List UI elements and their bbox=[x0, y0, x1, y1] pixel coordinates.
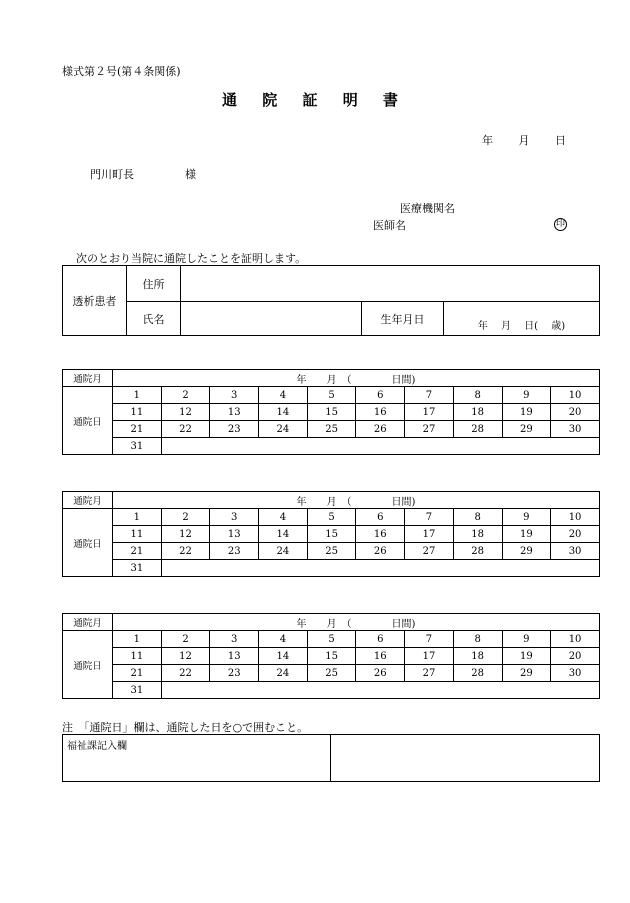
day-cell[interactable]: 7 bbox=[405, 387, 454, 404]
birth-label: 生年月日 bbox=[362, 302, 444, 336]
day-cell[interactable]: 2 bbox=[161, 509, 210, 526]
day-cell[interactable]: 20 bbox=[551, 526, 600, 543]
day-cell[interactable]: 28 bbox=[453, 543, 502, 560]
day-cell[interactable]: 30 bbox=[551, 543, 600, 560]
day-label: 通院日 bbox=[63, 509, 113, 577]
empty-cell bbox=[161, 438, 599, 455]
addressee: 門川町長 bbox=[90, 168, 134, 181]
day-cell[interactable]: 14 bbox=[259, 526, 308, 543]
day-cell[interactable]: 8 bbox=[453, 631, 502, 648]
day-label: 通院日 bbox=[63, 631, 113, 699]
day-cell[interactable]: 17 bbox=[405, 404, 454, 421]
day-cell[interactable]: 1 bbox=[113, 631, 162, 648]
day-cell[interactable]: 17 bbox=[405, 648, 454, 665]
day-label: 通院日 bbox=[63, 387, 113, 455]
birth-field[interactable]: 年 月 日( 歳) bbox=[444, 302, 600, 336]
day-cell[interactable]: 6 bbox=[356, 631, 405, 648]
name-label: 氏名 bbox=[127, 302, 181, 336]
attendance-month-table bbox=[62, 613, 600, 699]
day-cell[interactable]: 26 bbox=[356, 665, 405, 682]
day-cell[interactable]: 7 bbox=[405, 509, 454, 526]
day-cell[interactable]: 11 bbox=[113, 526, 162, 543]
day-cell[interactable]: 26 bbox=[356, 543, 405, 560]
empty-cell bbox=[161, 560, 599, 577]
day-cell[interactable]: 10 bbox=[551, 509, 600, 526]
day-cell[interactable]: 30 bbox=[551, 421, 600, 438]
day-cell[interactable]: 29 bbox=[502, 421, 551, 438]
attendance-month-table bbox=[62, 369, 600, 455]
page-title: 通 院 証 明 書 bbox=[222, 91, 408, 109]
day-cell[interactable]: 9 bbox=[502, 387, 551, 404]
day-cell[interactable]: 30 bbox=[551, 665, 600, 682]
day-cell[interactable]: 2 bbox=[161, 387, 210, 404]
day-cell[interactable]: 18 bbox=[453, 404, 502, 421]
day-cell[interactable]: 24 bbox=[259, 543, 308, 560]
day-cell[interactable]: 19 bbox=[502, 526, 551, 543]
day-cell[interactable]: 23 bbox=[210, 543, 259, 560]
address-field[interactable] bbox=[181, 266, 600, 302]
month-label: 通院月 bbox=[63, 370, 113, 387]
day-cell[interactable]: 21 bbox=[113, 543, 162, 560]
day-cell[interactable]: 1 bbox=[113, 509, 162, 526]
day-cell[interactable]: 4 bbox=[259, 387, 308, 404]
day-cell[interactable]: 19 bbox=[502, 404, 551, 421]
issue-date: 年 月 日 bbox=[482, 134, 566, 147]
attendance-month-table bbox=[62, 491, 600, 577]
day-cell[interactable]: 13 bbox=[210, 648, 259, 665]
day-cell[interactable]: 22 bbox=[161, 543, 210, 560]
month-value-field[interactable]: 年 月 （ 日間) bbox=[113, 492, 600, 509]
day-cell[interactable]: 9 bbox=[502, 631, 551, 648]
day-cell[interactable]: 27 bbox=[405, 543, 454, 560]
day-cell[interactable]: 27 bbox=[405, 665, 454, 682]
day-cell[interactable]: 3 bbox=[210, 387, 259, 404]
day-cell[interactable]: 15 bbox=[307, 526, 356, 543]
day-cell[interactable]: 21 bbox=[113, 665, 162, 682]
month-label: 通院月 bbox=[63, 492, 113, 509]
day-cell[interactable]: 16 bbox=[356, 648, 405, 665]
day-cell[interactable]: 6 bbox=[356, 509, 405, 526]
day-cell[interactable]: 29 bbox=[502, 665, 551, 682]
month-label: 通院月 bbox=[63, 614, 113, 631]
addressee-honorific: 様 bbox=[185, 168, 196, 181]
day-cell[interactable]: 1 bbox=[113, 387, 162, 404]
day-cell[interactable]: 11 bbox=[113, 648, 162, 665]
day-cell[interactable]: 16 bbox=[356, 404, 405, 421]
office-field[interactable] bbox=[331, 735, 600, 782]
patient-table bbox=[62, 265, 600, 336]
day-cell[interactable]: 25 bbox=[307, 665, 356, 682]
month-value-field[interactable]: 年 月 （ 日間) bbox=[113, 370, 600, 387]
day-cell[interactable]: 25 bbox=[307, 543, 356, 560]
doctor-label: 医師名 bbox=[373, 219, 406, 232]
day-cell[interactable]: 5 bbox=[307, 631, 356, 648]
name-field[interactable] bbox=[181, 302, 362, 336]
day-cell[interactable]: 23 bbox=[210, 421, 259, 438]
day-cell[interactable]: 2 bbox=[161, 631, 210, 648]
day-cell[interactable]: 10 bbox=[551, 631, 600, 648]
day-cell[interactable]: 15 bbox=[307, 404, 356, 421]
office-table bbox=[62, 734, 600, 782]
day-cell[interactable]: 14 bbox=[259, 648, 308, 665]
day-cell[interactable]: 23 bbox=[210, 665, 259, 682]
empty-cell bbox=[161, 682, 599, 699]
day-cell[interactable]: 4 bbox=[259, 509, 308, 526]
day-cell[interactable]: 28 bbox=[453, 665, 502, 682]
day-cell[interactable]: 27 bbox=[405, 421, 454, 438]
seal-icon: 印 bbox=[555, 219, 565, 229]
day-cell[interactable]: 28 bbox=[453, 421, 502, 438]
day-cell[interactable]: 31 bbox=[113, 682, 162, 699]
day-cell[interactable]: 13 bbox=[210, 404, 259, 421]
day-cell[interactable]: 18 bbox=[453, 526, 502, 543]
month-value-field[interactable]: 年 月 （ 日間) bbox=[113, 614, 600, 631]
day-cell[interactable]: 5 bbox=[307, 387, 356, 404]
footnote: 注 「通院日」欄は、通院した日を○で囲むこと。 bbox=[62, 721, 309, 734]
day-cell[interactable]: 20 bbox=[551, 404, 600, 421]
day-cell[interactable]: 26 bbox=[356, 421, 405, 438]
intro-text: 次のとおり当院に通院したことを証明します。 bbox=[76, 252, 307, 265]
day-cell[interactable]: 8 bbox=[453, 387, 502, 404]
day-cell[interactable]: 20 bbox=[551, 648, 600, 665]
address-label: 住所 bbox=[127, 266, 181, 302]
day-cell[interactable]: 22 bbox=[161, 421, 210, 438]
day-cell[interactable]: 25 bbox=[307, 421, 356, 438]
day-cell[interactable]: 13 bbox=[210, 526, 259, 543]
day-cell[interactable]: 14 bbox=[259, 404, 308, 421]
day-cell[interactable]: 9 bbox=[502, 509, 551, 526]
day-cell[interactable]: 6 bbox=[356, 387, 405, 404]
day-cell[interactable]: 21 bbox=[113, 421, 162, 438]
day-cell[interactable]: 29 bbox=[502, 543, 551, 560]
day-cell[interactable]: 12 bbox=[161, 648, 210, 665]
facility-label: 医療機関名 bbox=[400, 202, 455, 215]
day-cell[interactable]: 8 bbox=[453, 509, 502, 526]
day-cell[interactable]: 3 bbox=[210, 509, 259, 526]
day-cell[interactable]: 16 bbox=[356, 526, 405, 543]
day-cell[interactable]: 12 bbox=[161, 404, 210, 421]
day-cell[interactable]: 12 bbox=[161, 526, 210, 543]
day-cell[interactable]: 22 bbox=[161, 665, 210, 682]
day-cell[interactable]: 31 bbox=[113, 560, 162, 577]
day-cell[interactable]: 5 bbox=[307, 509, 356, 526]
day-cell[interactable]: 10 bbox=[551, 387, 600, 404]
day-cell[interactable]: 15 bbox=[307, 648, 356, 665]
day-cell[interactable]: 31 bbox=[113, 438, 162, 455]
patient-group-label: 透析患者 bbox=[63, 266, 127, 336]
day-cell[interactable]: 18 bbox=[453, 648, 502, 665]
day-cell[interactable]: 24 bbox=[259, 421, 308, 438]
day-cell[interactable]: 17 bbox=[405, 526, 454, 543]
form-number: 様式第２号(第４条関係) bbox=[62, 65, 181, 78]
day-cell[interactable]: 3 bbox=[210, 631, 259, 648]
day-cell[interactable]: 11 bbox=[113, 404, 162, 421]
day-cell[interactable]: 19 bbox=[502, 648, 551, 665]
day-cell[interactable]: 24 bbox=[259, 665, 308, 682]
office-label: 福祉課記入欄 bbox=[63, 735, 331, 782]
day-cell[interactable]: 7 bbox=[405, 631, 454, 648]
day-cell[interactable]: 4 bbox=[259, 631, 308, 648]
